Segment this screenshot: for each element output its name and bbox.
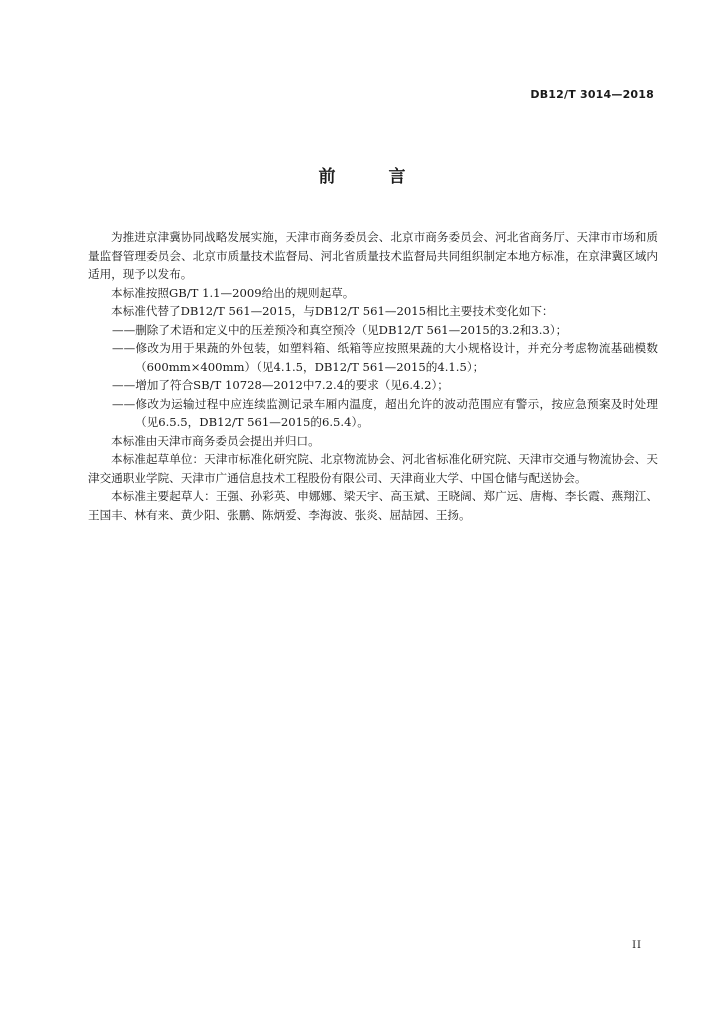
change-item: ——修改为用于果蔬的外包装，如塑料箱、纸箱等应按照果蔬的大小规格设计，并充分考虑物流基础模数（600mm×400mm）（见4.1.5，DB12/T 561—2015的4.1.5）； bbox=[112, 341, 658, 374]
paragraph-drafters: 本标准主要起草人：王强、孙彩英、申娜娜、梁天宇、高玉斌、王晓阔、郑广远、唐梅、李长霞、燕翔江、王国丰、林有来、黄少阳、张鹏、陈炳爱、李海波、张炎、屈喆园、王扬。 bbox=[88, 489, 658, 522]
standard-code: DB12/T 3014—2018 bbox=[530, 88, 654, 101]
change-item: ——删除了术语和定义中的压差预冷和真空预冷（见DB12/T 561—2015的3.2和3.3）； bbox=[112, 322, 568, 337]
page-title: 前 言 bbox=[318, 167, 424, 187]
paragraph-replacement: 本标准代替了DB12/T 561—2015，与DB12/T 561—2015相比主要技术变化如下： bbox=[111, 304, 554, 318]
paragraph-drafting-units: 本标准起草单位：天津市标准化研究院、北京物流协会、河北省标准化研究院、天津市交通与物流协会、天津交通职业学院、天津市广通信息技术工程股份有限公司、天津商业大学、中国仓储与配送协会。 bbox=[88, 452, 658, 485]
page-number: II bbox=[632, 940, 642, 951]
foreword-body bbox=[88, 228, 658, 524]
change-item: ——增加了符合SB/T 10728—2012中7.2.4的要求（见6.4.2）； bbox=[112, 378, 449, 392]
paragraph-drafting-rules: 本标准按照GB/T 1.1—2009给出的规则起草。 bbox=[111, 285, 355, 300]
paragraph-purpose: 为推进京津冀协同战略发展实施，天津市商务委员会、北京市商务委员会、河北省商务厅、天津市市场和质量监督管理委员会、北京市质量技术监督局、河北省质量技术监督局共同组织制定本地方标准，在京津冀区域内适用，现予以发布。 bbox=[88, 230, 658, 281]
paragraph-proposer: 本标准由天津市商务委员会提出并归口。 bbox=[111, 433, 320, 448]
change-item: ——修改为运输过程中应连续监测记录车厢内温度，超出允许的波动范围应有警示，按应急预案及时处理（见6.5.5，DB12/T 561—2015的6.5.4）。 bbox=[112, 396, 658, 429]
